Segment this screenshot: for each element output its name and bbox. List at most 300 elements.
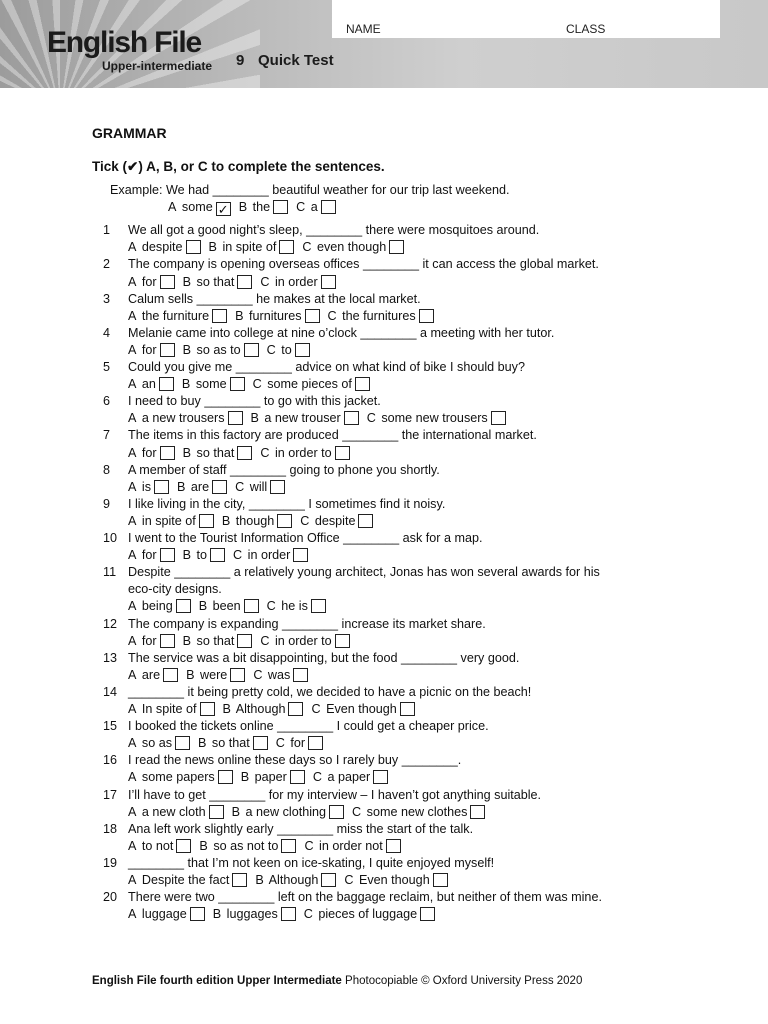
answer-checkbox[interactable] — [308, 736, 323, 750]
option-text: to — [196, 548, 208, 563]
option-letter: A — [128, 907, 137, 922]
answer-checkbox[interactable] — [186, 240, 201, 254]
answer-checkbox[interactable] — [199, 514, 214, 528]
option-letter: C — [252, 377, 262, 392]
options-row — [128, 701, 423, 718]
answer-option — [128, 598, 193, 615]
answer-checkbox[interactable] — [295, 343, 310, 357]
answer-checkbox[interactable] — [270, 480, 285, 494]
answer-checkbox[interactable] — [212, 309, 227, 323]
answer-option — [267, 342, 312, 359]
answer-option — [222, 513, 294, 530]
answer-checkbox[interactable] — [281, 839, 296, 853]
answer-option — [223, 701, 306, 718]
answer-option — [253, 376, 372, 393]
answer-checkbox[interactable] — [163, 668, 178, 682]
options-row — [128, 804, 493, 821]
answer-checkbox[interactable] — [160, 548, 175, 562]
section-title: GRAMMAR — [92, 125, 167, 141]
option-letter: B — [198, 599, 208, 614]
option-letter: A — [128, 667, 137, 682]
test-title: Quick Test — [258, 52, 334, 69]
answer-checkbox[interactable] — [386, 839, 401, 853]
answer-checkbox[interactable] — [212, 480, 227, 494]
option-letter: B — [221, 513, 231, 528]
answer-option — [186, 667, 247, 684]
options-row — [128, 274, 344, 291]
answer-option — [128, 274, 177, 291]
option-text: In spite of — [141, 702, 197, 716]
example-text: Example: We had ________ beautiful weather for our trip last weekend. — [110, 183, 510, 197]
option-letter: C — [296, 200, 306, 215]
option-text: Although — [235, 702, 286, 716]
option-text: despite — [141, 240, 183, 255]
option-letter: A — [128, 804, 137, 819]
option-letter: C — [233, 548, 243, 563]
option-letter: C — [235, 479, 245, 494]
option-text: for — [141, 445, 157, 460]
question-text-line2: eco-city designs. — [128, 582, 222, 597]
answer-option — [232, 804, 346, 821]
option-text: a new clothing — [245, 804, 327, 819]
footer-copyright: Photocopiable © Oxford University Press 2020 — [345, 975, 583, 987]
name-label: NAME — [346, 22, 381, 36]
option-letter: B — [238, 200, 248, 215]
options-row — [128, 872, 456, 889]
option-text: were — [200, 667, 228, 682]
option-text: so that — [196, 633, 235, 648]
option-text: furnitures — [249, 308, 302, 323]
question-text: We all got a good night’s sleep, ________ there were mosquitoes around. — [128, 223, 540, 238]
answer-option — [233, 547, 310, 564]
answer-checkbox[interactable] — [230, 668, 245, 682]
answer-checkbox[interactable] — [253, 736, 268, 750]
option-text: a paper — [327, 770, 371, 785]
question-number: 13 — [103, 650, 118, 665]
option-letter: B — [182, 445, 192, 460]
question-text: I booked the tickets online ________ I could get a cheaper price. — [128, 719, 489, 734]
question-number: 1 — [103, 223, 111, 238]
option-letter: B — [240, 770, 250, 785]
options-row — [128, 769, 396, 786]
answer-option — [128, 735, 192, 752]
option-letter: C — [327, 308, 337, 323]
answer-checkbox[interactable] — [358, 514, 373, 528]
option-letter: B — [255, 873, 264, 887]
answer-option — [235, 479, 287, 496]
option-text: even though — [316, 240, 387, 255]
option-text: for — [290, 736, 306, 751]
option-text: the furniture — [141, 308, 210, 323]
answer-option — [128, 479, 171, 496]
option-text: for — [141, 548, 157, 563]
footer-title: English File fourth edition Upper Intermediate — [92, 975, 342, 987]
option-text: in spite of — [141, 513, 196, 528]
answer-checkbox[interactable] — [237, 275, 252, 289]
option-text: for — [141, 633, 157, 648]
option-letter: B — [222, 702, 231, 716]
answer-checkbox[interactable] — [288, 702, 303, 716]
answer-option — [267, 598, 328, 615]
answer-checkbox[interactable] — [160, 446, 175, 460]
answer-checkbox[interactable] — [321, 873, 336, 887]
answer-checkbox[interactable] — [329, 805, 344, 819]
answer-checkbox[interactable] — [344, 411, 359, 425]
question-number: 17 — [103, 787, 118, 802]
answer-option — [255, 872, 338, 889]
answer-checkbox[interactable] — [279, 240, 294, 254]
option-letter: B — [198, 736, 207, 751]
option-letter: C — [253, 667, 263, 682]
answer-option — [128, 410, 245, 427]
question-text: The company is opening overseas offices ________ it can access the global market. — [128, 257, 599, 272]
answer-option — [128, 804, 226, 821]
question-number: 10 — [103, 531, 118, 545]
option-text: for — [141, 342, 157, 357]
options-row — [128, 445, 358, 462]
instruction-text: Tick (✔) A, B, or C to complete the sentences. — [92, 159, 385, 174]
options-row — [128, 598, 334, 615]
question-number: 2 — [103, 257, 111, 272]
unit-number: 9 — [236, 52, 245, 69]
answer-checkbox[interactable] — [419, 309, 434, 323]
option-letter: B — [182, 274, 192, 289]
option-letter: C — [344, 873, 354, 887]
answer-option — [241, 769, 307, 786]
option-letter: A — [128, 873, 137, 887]
question-text: I’ll have to get ________ for my interview – I haven’t got anything suitable. — [128, 787, 542, 802]
option-text: in spite of — [222, 240, 277, 255]
option-text: so that — [211, 736, 250, 751]
option-letter: C — [352, 804, 362, 819]
answer-option — [128, 769, 235, 786]
options-row — [128, 308, 442, 325]
answer-checkbox[interactable] — [160, 343, 175, 357]
option-text: an — [141, 377, 156, 392]
answer-option — [260, 633, 351, 650]
answer-option — [328, 308, 436, 325]
option-text: are — [190, 479, 210, 494]
answer-option — [128, 308, 229, 325]
answer-checkbox[interactable] — [273, 200, 288, 214]
answer-checkbox[interactable] — [433, 873, 448, 887]
answer-checkbox[interactable] — [237, 446, 252, 460]
answer-option — [183, 633, 255, 650]
answer-checkbox[interactable] — [175, 736, 190, 750]
answer-option — [128, 445, 177, 462]
option-letter: C — [311, 702, 321, 716]
question-text: The items in this factory are produced ________ the international market. — [128, 428, 537, 443]
option-text: to — [281, 342, 292, 357]
answer-option — [304, 906, 437, 923]
option-letter: C — [304, 838, 314, 853]
question-number: 19 — [103, 855, 118, 870]
answer-option — [128, 342, 177, 359]
option-letter: B — [199, 838, 208, 853]
answer-checkbox[interactable] — [355, 377, 370, 391]
question-number: 6 — [103, 394, 111, 409]
answer-option — [128, 376, 176, 393]
option-text: so that — [196, 445, 235, 460]
answer-checkbox[interactable] — [305, 309, 320, 323]
class-label: CLASS — [566, 22, 606, 36]
options-row — [128, 239, 412, 256]
logo-subtitle: Upper-intermediate — [102, 59, 213, 73]
logo-title: English File — [47, 26, 201, 59]
option-text: some pieces of — [267, 377, 352, 392]
question-number: 5 — [103, 360, 111, 374]
option-letter: A — [128, 377, 137, 392]
answer-checkbox[interactable] — [290, 770, 305, 784]
answer-option — [253, 667, 310, 684]
answer-checkbox[interactable] — [277, 514, 292, 528]
question-text: Despite ________ a relatively young architect, Jonas has won several awards for his — [128, 565, 600, 580]
answer-option — [304, 838, 402, 855]
options-row — [128, 838, 409, 855]
option-text: pieces of luggage — [318, 907, 418, 922]
question-number: 18 — [103, 821, 118, 836]
option-letter: A — [128, 479, 137, 494]
option-letter: A — [128, 445, 137, 460]
option-text: so that — [196, 274, 235, 289]
answer-option — [128, 838, 193, 855]
name-class-box — [332, 0, 720, 38]
answer-checkbox[interactable] — [176, 839, 191, 853]
question-number: 7 — [103, 428, 111, 443]
answer-option — [302, 239, 406, 256]
answer-checkbox[interactable] — [420, 907, 435, 921]
answer-checkbox[interactable] — [210, 548, 225, 562]
option-letter: C — [302, 240, 312, 255]
option-text: a new cloth — [141, 804, 206, 819]
answer-option — [128, 906, 207, 923]
answer-option — [183, 547, 227, 564]
option-letter: A — [128, 240, 137, 255]
option-text: he is — [281, 599, 308, 614]
question-text: The service was a bit disappointing, but the food ________ very good. — [128, 650, 520, 665]
option-text: in order not — [319, 838, 383, 853]
answer-option — [128, 513, 216, 530]
option-letter: A — [128, 770, 137, 785]
option-text: in order — [247, 548, 291, 563]
answer-option — [313, 769, 390, 786]
question-number: 11 — [103, 565, 117, 580]
option-letter: C — [266, 599, 276, 614]
answer-option — [128, 633, 177, 650]
option-letter: B — [212, 907, 222, 922]
answer-option — [183, 342, 261, 359]
option-text: luggages — [226, 907, 278, 922]
answer-option — [128, 239, 203, 256]
question-number: 3 — [103, 291, 111, 306]
answer-option — [239, 199, 290, 216]
answer-option — [199, 838, 298, 855]
answer-checkbox[interactable] — [209, 805, 224, 819]
option-text: been — [212, 599, 241, 614]
answer-option — [183, 445, 255, 462]
option-letter: C — [260, 445, 270, 460]
options-row — [128, 342, 318, 359]
options-row — [128, 735, 331, 752]
answer-checkbox[interactable] — [244, 343, 259, 357]
option-letter: C — [303, 907, 313, 922]
option-text: a new trouser — [264, 411, 341, 426]
question-number: 12 — [103, 616, 118, 631]
option-text: so as to — [196, 342, 241, 357]
option-text: Although — [268, 873, 319, 887]
option-text: some new clothes — [366, 804, 468, 819]
option-text: was — [267, 667, 291, 682]
answer-checkbox[interactable] — [230, 377, 245, 391]
option-text: despite — [314, 513, 356, 528]
option-letter: C — [275, 736, 285, 751]
question-text: Ana left work slightly early ________ miss the start of the talk. — [128, 821, 474, 836]
question-number: 16 — [103, 753, 118, 768]
answer-checkbox[interactable] — [281, 907, 296, 921]
option-letter: B — [235, 308, 244, 323]
answer-checkbox[interactable] — [293, 668, 308, 682]
answer-option — [344, 872, 449, 889]
options-row — [128, 376, 378, 393]
answer-option — [311, 701, 416, 718]
answer-checkbox[interactable] — [200, 702, 215, 716]
option-text: paper — [254, 770, 287, 785]
options-row — [128, 633, 358, 650]
answer-checkbox[interactable] — [491, 411, 506, 425]
answer-option — [198, 735, 270, 752]
option-text: for — [141, 274, 157, 289]
question-text: I read the news online these days so I rarely buy ________. — [128, 753, 462, 768]
option-text: some new trousers — [381, 411, 488, 426]
option-text: is — [141, 479, 152, 494]
answer-checkbox[interactable] — [311, 599, 326, 613]
option-letter: B — [181, 377, 191, 392]
option-letter: B — [250, 411, 259, 426]
option-letter: C — [312, 770, 322, 785]
answer-checkbox[interactable]: ✓ — [216, 202, 231, 216]
page-footer — [92, 975, 582, 987]
option-letter: A — [128, 411, 137, 426]
option-letter: B — [182, 633, 192, 648]
option-text: are — [141, 667, 161, 682]
option-letter: A — [168, 200, 177, 215]
option-letter: B — [186, 667, 195, 682]
question-text: ________ it being pretty cold, we decided to have a picnic on the beach! — [128, 684, 532, 699]
option-letter: A — [128, 736, 137, 751]
answer-checkbox[interactable] — [470, 805, 485, 819]
answer-option — [128, 701, 217, 718]
answer-option — [128, 872, 249, 889]
answer-option — [260, 274, 337, 291]
answer-checkbox[interactable] — [190, 907, 205, 921]
question-text: I like living in the city, ________ I sometimes find it noisy. — [128, 496, 446, 511]
answer-checkbox[interactable] — [400, 702, 415, 716]
option-text: in order to — [274, 633, 332, 648]
answer-option — [183, 274, 255, 291]
answer-checkbox[interactable] — [218, 770, 233, 784]
option-text: Even though — [358, 873, 430, 887]
answer-checkbox[interactable] — [232, 873, 247, 887]
option-text: being — [141, 599, 173, 614]
option-text: the — [252, 200, 271, 215]
question-number: 4 — [103, 325, 111, 340]
option-text: to not — [141, 838, 174, 853]
answer-checkbox[interactable] — [321, 200, 336, 214]
question-number: 8 — [103, 462, 111, 477]
answer-checkbox[interactable] — [160, 634, 175, 648]
answer-checkbox[interactable] — [154, 480, 169, 494]
option-text: a new trousers — [141, 411, 225, 426]
answer-checkbox[interactable] — [335, 446, 350, 460]
answer-option — [209, 239, 297, 256]
option-letter: B — [182, 548, 192, 563]
option-letter: C — [260, 633, 270, 648]
option-letter: A — [128, 308, 137, 323]
option-text: in order to — [274, 445, 332, 460]
option-text: though — [235, 513, 275, 528]
options-row — [128, 479, 293, 496]
answer-checkbox[interactable] — [159, 377, 174, 391]
option-letter: C — [260, 274, 270, 289]
option-text: in order — [274, 274, 318, 289]
answer-checkbox[interactable] — [335, 634, 350, 648]
answer-checkbox[interactable] — [293, 548, 308, 562]
answer-checkbox[interactable] — [228, 411, 243, 425]
answer-checkbox[interactable] — [237, 634, 252, 648]
answer-checkbox[interactable] — [176, 599, 191, 613]
option-letter: A — [128, 274, 137, 289]
answer-option — [235, 308, 321, 325]
option-text: so as — [141, 736, 173, 751]
answer-option — [367, 410, 508, 427]
answer-option — [168, 199, 233, 216]
question-text: I went to the Tourist Information Office ________ ask for a map. — [128, 531, 483, 545]
answer-option — [182, 376, 247, 393]
option-letter: A — [128, 633, 137, 648]
option-text: Even though — [326, 702, 397, 716]
question-text: Could you give me ________ advice on what kind of bike I should buy? — [128, 360, 525, 374]
option-text: Despite the fact — [141, 873, 230, 887]
question-number: 20 — [103, 890, 118, 905]
question-text: The company is expanding ________ increase its market share. — [128, 616, 486, 631]
question-text: There were two ________ left on the baggage reclaim, but neither of them was mine. — [128, 890, 602, 905]
option-letter: B — [231, 804, 241, 819]
question-text: Calum sells ________ he makes at the local market. — [128, 291, 421, 306]
answer-checkbox[interactable] — [373, 770, 388, 784]
option-text: will — [249, 479, 268, 494]
answer-checkbox[interactable] — [321, 275, 336, 289]
question-text: ________ that I’m not keen on ice-skating, I quite enjoyed myself! — [128, 855, 495, 870]
answer-option — [352, 804, 487, 821]
option-letter: A — [128, 702, 137, 716]
option-letter: B — [182, 342, 192, 357]
question-number: 15 — [103, 719, 118, 734]
answer-checkbox[interactable] — [160, 275, 175, 289]
option-text: the furnitures — [342, 308, 416, 323]
answer-option — [177, 479, 229, 496]
page-header — [0, 0, 768, 88]
option-text: a — [310, 200, 318, 215]
options-row — [128, 906, 443, 923]
option-letter: A — [128, 342, 137, 357]
question-number: 9 — [103, 496, 111, 511]
answer-option — [128, 547, 177, 564]
answer-checkbox[interactable] — [244, 599, 259, 613]
option-letter: B — [177, 479, 186, 494]
answer-checkbox[interactable] — [389, 240, 404, 254]
option-letter: C — [300, 513, 310, 528]
option-letter: A — [128, 513, 137, 528]
